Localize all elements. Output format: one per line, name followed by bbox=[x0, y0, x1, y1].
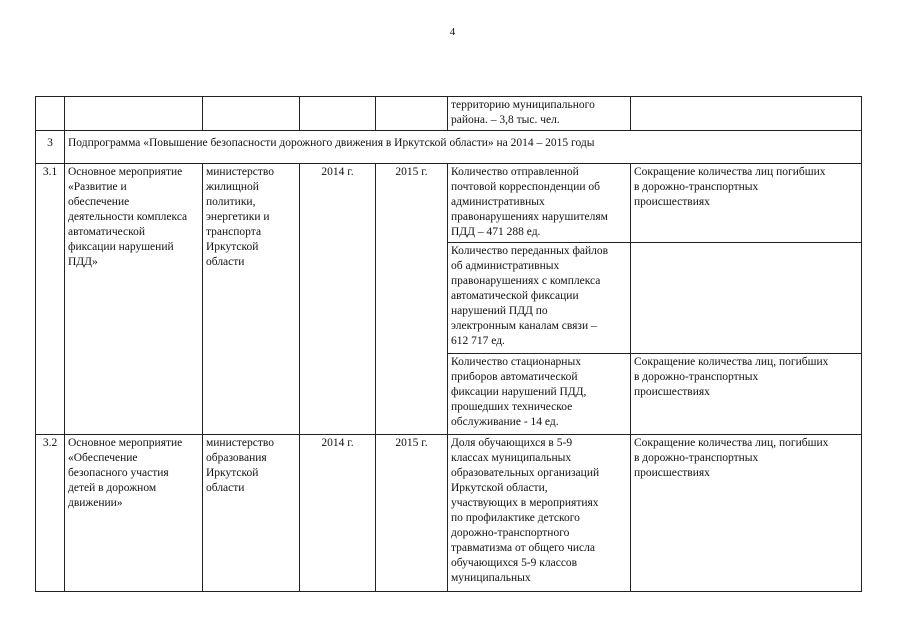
row-3-1-result-3: Сокращение количества лиц, погибших в дорожно-транспортных происшествиях bbox=[631, 354, 862, 435]
table-row-3-2 bbox=[36, 435, 862, 592]
subprogram-title: Подпрограмма «Повышение безопасности дорожного движения в Иркутской области» на 2014 – 2015 годы bbox=[65, 131, 862, 164]
cell-name bbox=[65, 97, 203, 131]
row-3-1-result-1: Сокращение количества лиц погибших в дорожно-транспортных происшествиях bbox=[631, 164, 862, 243]
row-3-2-end-year: 2015 г. bbox=[376, 435, 448, 592]
row-3-1-indicator-1: Количество отправленной почтовой корреспонденции об административных правонарушениях нарушителям ПДД – 471 288 ед. bbox=[448, 164, 631, 243]
table-row-subprogram bbox=[36, 131, 862, 164]
cell-end bbox=[376, 97, 448, 131]
table-row-continuation bbox=[36, 97, 862, 131]
row-3-1-number: 3.1 bbox=[36, 164, 65, 435]
row-3-1-indicator-2: Количество переданных файлов об административных правонарушениях с комплекса автоматической фиксации нарушений ПДД по электронным каналам связи – 612 717 ед. bbox=[448, 243, 631, 354]
row-3-2-number: 3.2 bbox=[36, 435, 65, 592]
cell-result bbox=[631, 97, 862, 131]
subprogram-number: 3 bbox=[36, 131, 65, 164]
cell-start bbox=[300, 97, 376, 131]
row-3-1-end-year: 2015 г. bbox=[376, 164, 448, 435]
row-3-2-activity-name: Основное мероприятие «Обеспечение безопасного участия детей в дорожном движении» bbox=[65, 435, 203, 592]
row-3-1-executor: министерство жилищной политики, энергетики и транспорта Иркутской области bbox=[203, 164, 300, 435]
cell-executor bbox=[203, 97, 300, 131]
program-table bbox=[35, 96, 862, 592]
row-3-2-indicator: Доля обучающихся в 5-9 классах муниципальных образовательных организаций Иркутской области, участвующих в мероприятиях по профилактике детского дорожно-транспортного травматизма от общего числа обучающихся 5-9 классов муниципальных bbox=[448, 435, 631, 592]
row-3-1-result-2 bbox=[631, 243, 862, 354]
page-number: 4 bbox=[449, 26, 456, 38]
row-3-1-indicator-3: Количество стационарных приборов автоматической фиксации нарушений ПДД, прошедших техническое обслуживание - 14 ед. bbox=[448, 354, 631, 435]
table-row-3-1 bbox=[36, 164, 862, 243]
row-3-1-activity-name: Основное мероприятие «Развитие и обеспечение деятельности комплекса автоматической фиксации нарушений ПДД» bbox=[65, 164, 203, 435]
row-3-2-executor: министерство образования Иркутской области bbox=[203, 435, 300, 592]
row-3-2-result: Сокращение количества лиц, погибших в дорожно-транспортных происшествиях bbox=[631, 435, 862, 592]
row-3-1-start-year: 2014 г. bbox=[300, 164, 376, 435]
cell-indicator: территорию муниципального района. – 3,8 тыс. чел. bbox=[448, 97, 631, 131]
cell-num bbox=[36, 97, 65, 131]
row-3-2-start-year: 2014 г. bbox=[300, 435, 376, 592]
